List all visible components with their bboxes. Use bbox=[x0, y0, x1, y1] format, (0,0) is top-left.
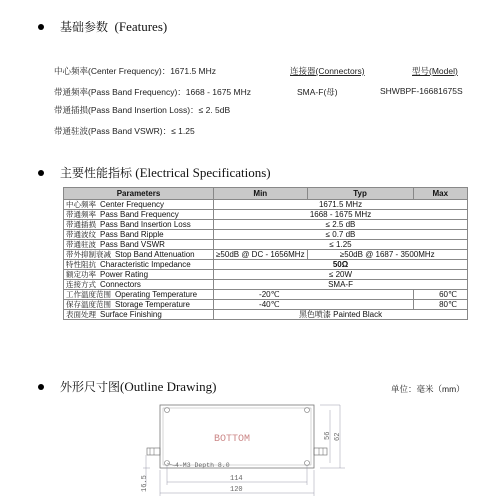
param-cn: 带外抑制衰减 bbox=[66, 250, 111, 259]
holes-note: 4-M3 Depth 8.0 bbox=[175, 462, 230, 469]
param-en: Pass Band Insertion Loss bbox=[100, 220, 191, 229]
param-en: Connectors bbox=[100, 280, 141, 289]
param-en: Center Frequency bbox=[100, 200, 165, 209]
connectors-value: SMA-F(母) bbox=[297, 87, 338, 97]
value-cell: 50Ω bbox=[214, 260, 468, 270]
connector-right bbox=[314, 448, 327, 455]
param-cn: 连接方式 bbox=[66, 280, 96, 289]
param-cn: 带通波纹 bbox=[66, 230, 96, 239]
feature-center-frequency: 中心频率(Center Frequency)：1671.5 MHz bbox=[54, 66, 217, 76]
param-en: Surface Finishing bbox=[100, 310, 162, 319]
value-cell: ≤ 20W bbox=[214, 270, 468, 280]
value-cell: 1668 - 1675 MHz bbox=[214, 210, 468, 220]
param-en: Operating Temperature bbox=[115, 290, 198, 299]
feature-passband-frequency: 带通频率(Pass Band Frequency)：1668 - 1675 MHz bbox=[54, 87, 251, 97]
param-cn: 中心频率 bbox=[66, 200, 96, 209]
features-heading: 基础参数 (Features) bbox=[38, 18, 167, 35]
param-cn: 额定功率 bbox=[66, 270, 96, 279]
min-cell: -20℃ bbox=[214, 290, 413, 300]
param-en: Power Rating bbox=[100, 270, 149, 279]
param-cn: 表面处理 bbox=[66, 310, 96, 319]
dim-62: 62 bbox=[334, 432, 342, 441]
stopband-high-cell: ≥50dB @ 1687 - 3500MHz bbox=[307, 250, 467, 260]
dim-120: 120 bbox=[230, 486, 243, 494]
dim-56: 56 bbox=[324, 431, 332, 440]
min-cell: -40℃ bbox=[214, 300, 413, 310]
max-cell: 60℃ bbox=[413, 290, 468, 300]
connectors-label: 连接器(Connectors) bbox=[290, 66, 365, 76]
outline-heading: 外形尺寸图(Outline Drawing) bbox=[38, 378, 216, 395]
feature-insertion-loss: 带通插损(Pass Band Insertion Loss)：≤ 2. 5dB bbox=[54, 105, 231, 115]
value-cell: SMA-F bbox=[214, 280, 468, 290]
param-en: Characteristic Impedance bbox=[100, 260, 191, 269]
electrical-heading: 主要性能指标 (Electrical Specifications) bbox=[38, 164, 271, 181]
param-en: Storage Temperature bbox=[115, 300, 191, 309]
value-cell: 黑色喷漆 Painted Black bbox=[214, 310, 468, 320]
connector-left bbox=[147, 448, 160, 455]
unit-note: 单位：毫米（mm） bbox=[391, 384, 465, 394]
param-cn: 保存温度范围 bbox=[66, 300, 111, 309]
bottom-label: BOTTOM bbox=[214, 434, 251, 445]
col-min: Min bbox=[214, 188, 308, 200]
param-cn: 特性阻抗 bbox=[66, 260, 96, 269]
param-cn: 带通频率 bbox=[66, 210, 96, 219]
col-parameters: Parameters bbox=[64, 188, 214, 200]
stopband-low-cell: ≥50dB @ DC - 1656MHz bbox=[214, 250, 308, 260]
dim-16-5: 16.5 bbox=[141, 475, 149, 492]
dim-114: 114 bbox=[230, 475, 243, 483]
value-cell: 1671.5 MHz bbox=[214, 200, 468, 210]
value-cell: ≤ 0.7 dB bbox=[214, 230, 468, 240]
param-en: Pass Band Frequency bbox=[100, 210, 179, 219]
value-cell: ≤ 1.25 bbox=[214, 240, 468, 250]
model-label: 型号(Model) bbox=[412, 66, 458, 76]
param-cn: 带通驻波 bbox=[66, 240, 96, 249]
col-max: Max bbox=[413, 188, 468, 200]
param-en: Pass Band Ripple bbox=[100, 230, 164, 239]
param-en: Pass Band VSWR bbox=[100, 240, 165, 249]
model-value: SHWBPF-16681675S bbox=[380, 86, 463, 96]
col-typ: Typ bbox=[307, 188, 413, 200]
value-cell: ≤ 2.5 dB bbox=[214, 220, 468, 230]
param-cn: 带通插损 bbox=[66, 220, 96, 229]
feature-vswr: 带通驻波(Pass Band VSWR)：≤ 1.25 bbox=[54, 126, 195, 136]
param-en: Stop Band Attenuation bbox=[115, 250, 195, 259]
param-cn: 工作温度范围 bbox=[66, 290, 111, 299]
max-cell: 80℃ bbox=[413, 300, 468, 310]
